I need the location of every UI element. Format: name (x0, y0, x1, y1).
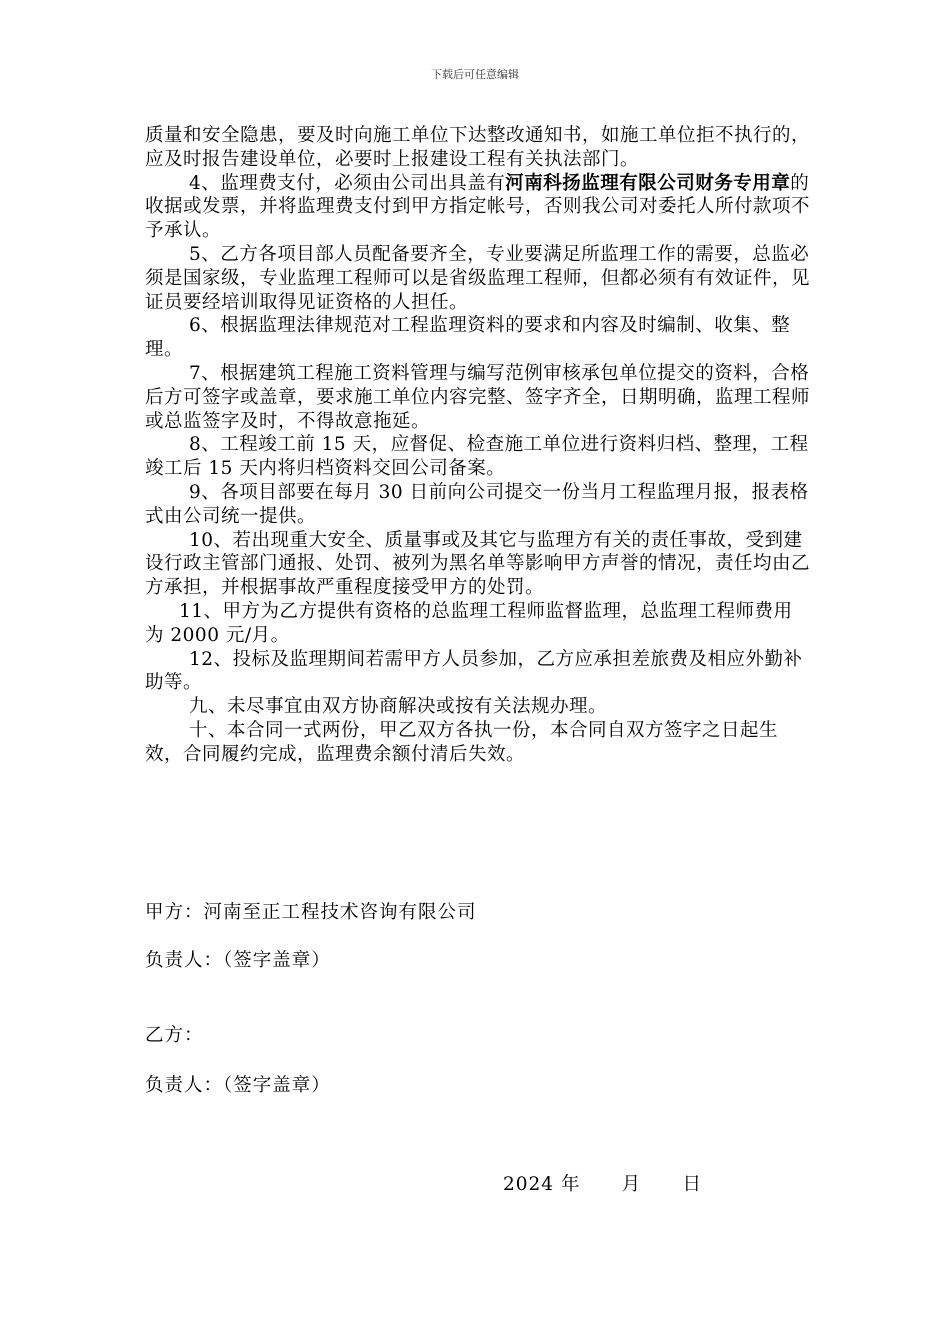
signing-date: 2024 年 月 日 (503, 1174, 703, 1195)
paragraph-article-9: 九、未尽事宜由双方协商解决或按有关法规办理。 (189, 696, 608, 718)
paragraph-clause-11: 11、甲方为乙方提供有资格的总监理工程师监督监理，总监理工程师费用为 2000 元/月。 (145, 600, 793, 646)
paragraph-clause-8: 8、工程竣工前 15 天，应督促、检查施工单位进行资料归档、整理，工程竣工后 15 天内将归档资料交回公司备案。 (145, 434, 809, 480)
page-header: 下载后可任意编辑 (431, 68, 519, 81)
party-a-representative: 负责人：（签字盖章） (145, 950, 331, 971)
party-b-name: 乙方： (145, 1025, 204, 1046)
paragraph-article-10: 十、本合同一式两份，甲乙双方各执一份，本合同自双方签字之日起生效，合同履约完成，监理费余额付清后失效。 (145, 719, 779, 765)
paragraph-clause-9: 9、各项目部要在每月 30 日前向公司提交一份当月工程监理月报，报表格式由公司统一提供。 (145, 481, 809, 527)
paragraph-clause-10: 10、若出现重大安全、质量事或及其它与监理方有关的责任事故，受到建设行政主管部门通报、处罚、被列为黑名单等影响甲方声誉的情况，责任均由乙方承担，并根据事故严重程度接受甲方的处罚。 (145, 529, 811, 599)
party-a-name: 甲方：河南至正工程技术咨询有限公司 (145, 902, 477, 923)
contract-body (145, 124, 810, 767)
paragraph-clause-6: 6、根据监理法律规范对工程监理资料的要求和内容及时编制、收集、整理。 (145, 315, 791, 361)
company-seal-name: 河南科扬监理有限公司财务专用章 (505, 172, 791, 194)
paragraph-clause-4: 4、监理费支付，必须由公司出具盖有河南科扬监理有限公司财务专用章的收据或发票，并将监理费支付到甲方指定帐号，否则我公司对委托人所付款项不予承认。 (145, 172, 811, 242)
paragraph-continuation: 质量和安全隐患，要及时向施工单位下达整改通知书，如施工单位拒不执行的，应及时报告建设单位，必要时上报建设工程有关执法部门。 (145, 125, 811, 170)
party-b-representative: 负责人：（签字盖章） (145, 1075, 331, 1096)
paragraph-clause-12: 12、投标及监理期间若需甲方人员参加，乙方应承担差旅费及相应外勤补助等。 (145, 648, 803, 694)
paragraph-clause-7: 7、根据建筑工程施工资料管理与编写范例审核承包单位提交的资料，合格后方可签字或盖章，要求施工单位内容完整、签字齐全，日期明确，监理工程师或总监签字及时，不得故意拖延。 (145, 362, 811, 432)
paragraph-clause-5: 5、乙方各项目部人员配备要齐全，专业要满足所监理工作的需要，总监必须是国家级，专业监理工程师可以是省级监理工程师，但都必须有有效证件，见证员要经培训取得见证资格的人担任。 (145, 243, 811, 313)
